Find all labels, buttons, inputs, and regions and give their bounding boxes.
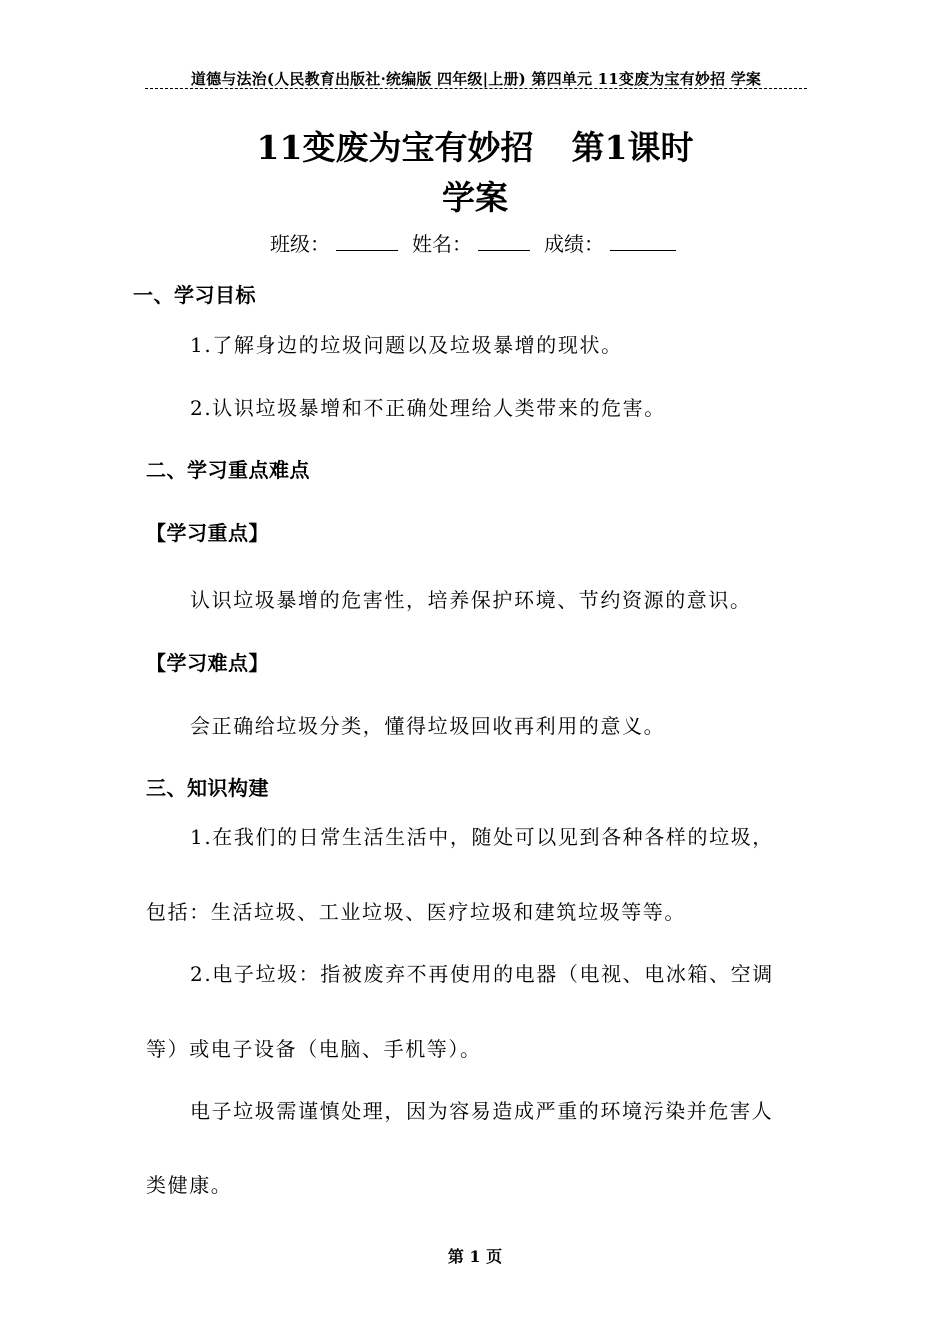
objective-item: 2.认识垃圾暴增和不正确处理给人类带来的危害。	[190, 396, 666, 420]
page-subtitle: 学案	[442, 178, 508, 217]
section-heading-key-points: 二、学习重点难点	[146, 458, 310, 482]
section-heading-knowledge: 三、知识构建	[146, 776, 269, 800]
key-point-text: 认识垃圾暴增的危害性，培养保护环境、节约资源的意识。	[190, 588, 752, 612]
class-label: 班级：	[270, 232, 330, 256]
name-label: 姓名：	[412, 232, 472, 256]
knowledge-paragraph-line: 等）或电子设备（电脑、手机等）。	[146, 1037, 482, 1061]
difficulty-text: 会正确给垃圾分类，懂得垃圾回收再利用的意义。	[190, 714, 666, 738]
key-point-label: 【学习重点】	[146, 521, 269, 545]
section-heading-objectives: 一、学习目标	[133, 283, 256, 307]
difficulty-label: 【学习难点】	[146, 651, 269, 675]
class-field[interactable]	[336, 249, 398, 251]
header-divider	[145, 88, 807, 89]
page-number: 第 1 页	[447, 1247, 503, 1266]
page-title	[0, 122, 950, 169]
score-label: 成绩：	[544, 232, 604, 256]
knowledge-paragraph-line: 电子垃圾需谨慎处理，因为容易造成严重的环境污染并危害人	[190, 1099, 774, 1123]
knowledge-paragraph-line: 1.在我们的日常生活生活中，随处可以见到各种各样的垃圾，	[190, 825, 774, 849]
running-header: 道德与法治(人民教育出版社·统编版 四年级|上册) 第四单元 11变废为宝有妙招 学案	[190, 70, 762, 88]
knowledge-paragraph-line: 2.电子垃圾：指被废弃不再使用的电器（电视、电冰箱、空调	[190, 962, 774, 986]
student-info-row	[0, 228, 950, 257]
title-main: 11变废为宝有妙招	[256, 128, 534, 167]
title-lesson: 第1课时	[571, 128, 694, 167]
objective-item: 1.了解身边的垃圾问题以及垃圾暴增的现状。	[190, 333, 623, 357]
score-field[interactable]	[610, 249, 676, 251]
knowledge-paragraph-line: 类健康。	[146, 1173, 233, 1197]
name-field[interactable]	[478, 249, 530, 251]
knowledge-paragraph-line: 包括：生活垃圾、工业垃圾、医疗垃圾和建筑垃圾等等。	[146, 900, 686, 924]
